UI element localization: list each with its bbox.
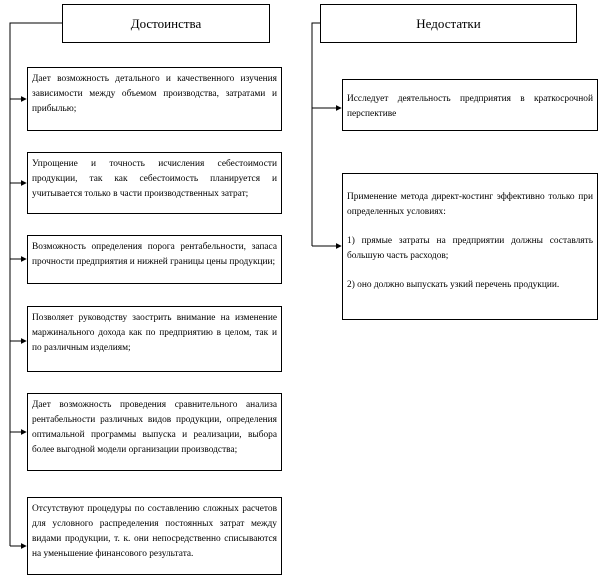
advantage-text: Отсутствуют процедуры по составлению сложных расчетов для условного распределения постоянных затрат между видами продукции, т. к. они непосредственно списываются на уменьшение финансового результата.: [32, 504, 277, 559]
disadvantage-text: 1) прямые затраты на предприятии должны составлять большую часть расходов;: [347, 236, 593, 261]
disadvantages-trunk-line: [312, 23, 320, 246]
disadvantages-header: [320, 4, 577, 43]
advantages-header-label: Достоинства: [130, 15, 202, 31]
advantage-text: Упрощение и точность исчисления себестоимости продукции, так как себестоимость планируется и учитывается только в части производственных затрат;: [32, 159, 277, 199]
disadvantage-box-2: [342, 173, 598, 320]
advantage-text: Позволяет руководству заострить внимание на изменение маржинального дохода как по предприятию в целом, так и по различным изделиям;: [32, 313, 277, 353]
advantage-text: Возможность определения порога рентабельности, запаса прочности предприятия и нижней границы цены продукции;: [32, 242, 277, 267]
disadvantage-text: Исследует деятельность предприятия в краткосрочной перспективе: [347, 94, 593, 119]
advantage-box-3: [27, 235, 282, 284]
advantage-box-6: [27, 497, 282, 575]
advantage-box-4: [27, 306, 282, 372]
advantage-text: Дает возможность детального и качественного изучения зависимости между объемом производства, затратами и прибылью;: [32, 74, 277, 114]
advantage-box-1: [27, 67, 282, 131]
disadvantage-box-1: [342, 79, 598, 131]
disadvantages-header-label: Недостатки: [416, 15, 481, 31]
advantage-box-5: [27, 393, 282, 471]
disadvantage-text: 2) оно должно выпускать узкий перечень продукции.: [347, 280, 560, 290]
advantages-header: [62, 4, 270, 43]
advantage-text: Дает возможность проведения сравнительного анализа рентабельности различных видов продукции, определения оптимальной программы выпуска и реализации, выбора более выгодной модели организации производства;: [32, 400, 277, 455]
advantage-box-2: [27, 152, 282, 214]
disadvantage-text: Применение метода директ-костинг эффективно только при определенных условиях:: [347, 192, 593, 217]
